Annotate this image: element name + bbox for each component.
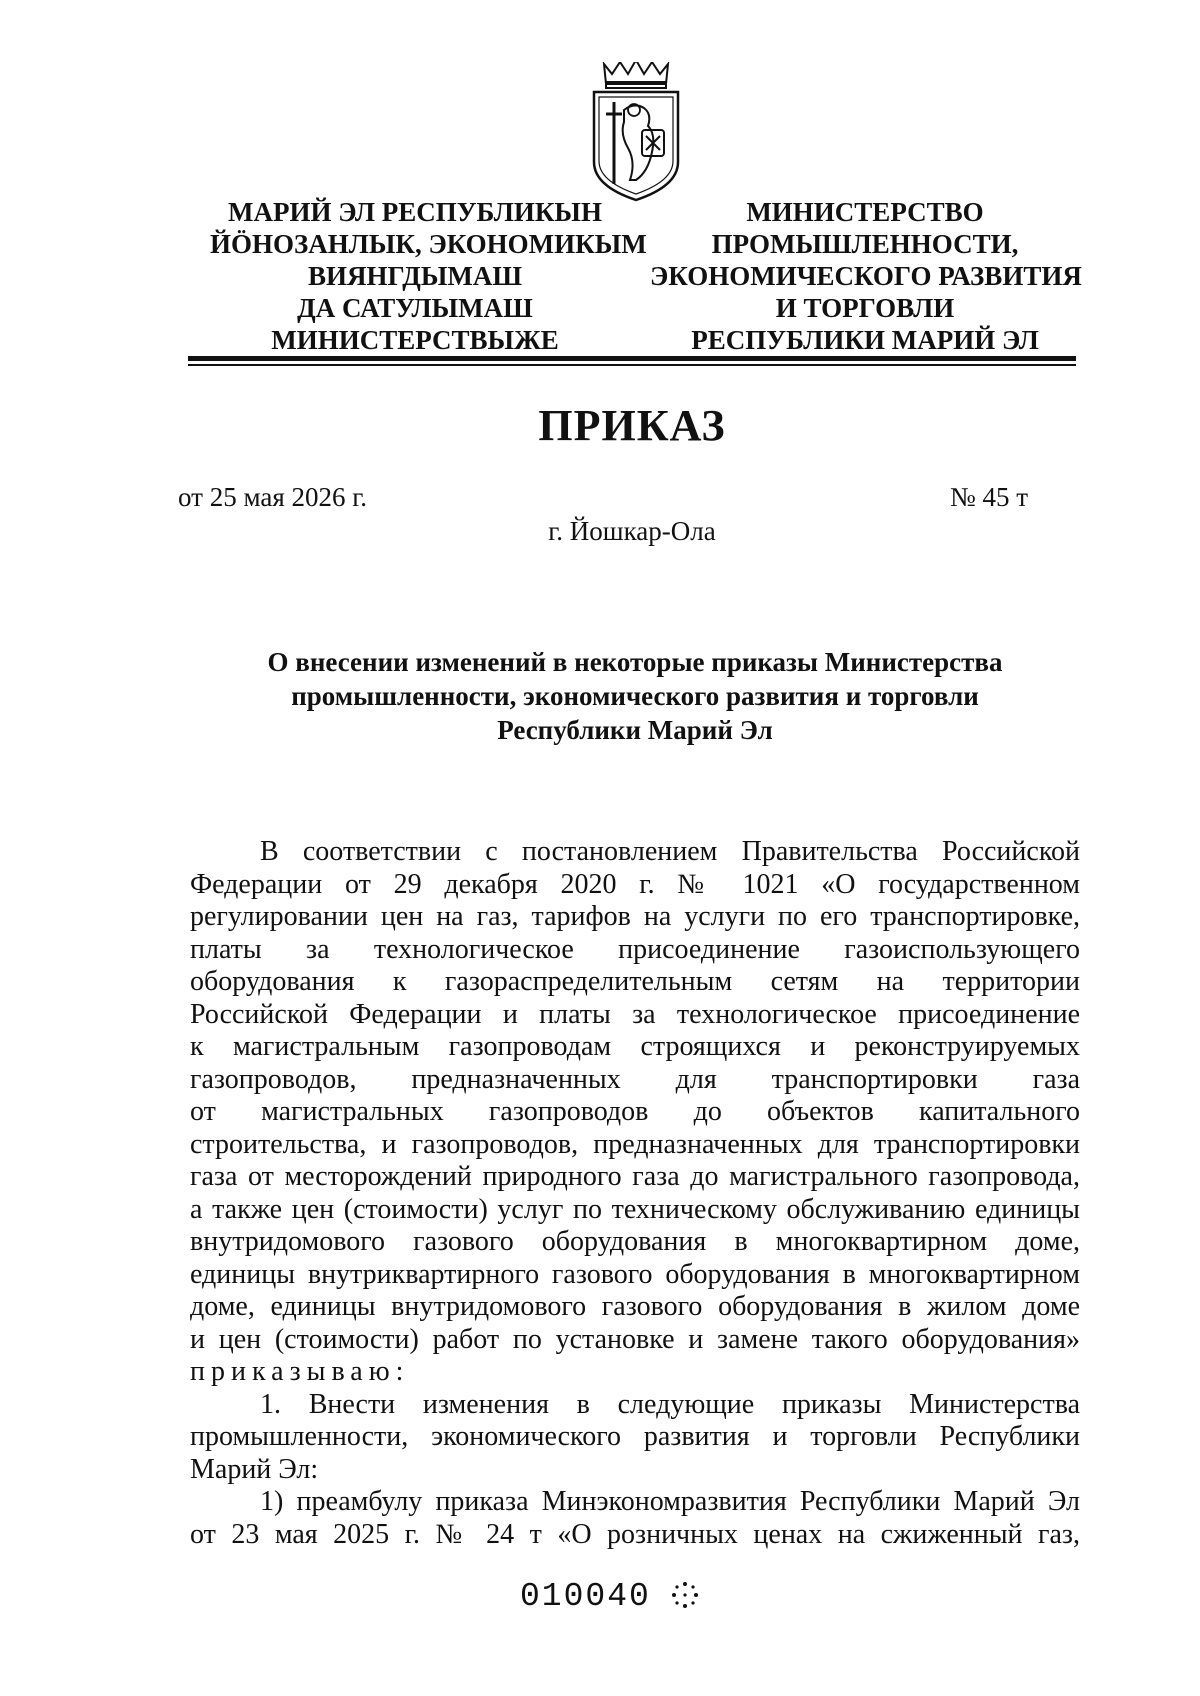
body-line: Федерации от 29 декабря 2020 г. № 1021 «О государственном	[190, 868, 1080, 900]
header-left-line: МИНИСТЕРСТВЫЖЕ	[271, 325, 559, 355]
header-right-line: ЭКОНОМИЧЕСКОГО РАЗВИТИЯ	[650, 261, 1082, 291]
body-line: от магистральных газопроводов до объектов капитального	[190, 1096, 1080, 1127]
header-left-line: МАРИЙ ЭЛ РЕСПУБЛИКЫН	[228, 197, 602, 227]
body-line: и цен (стоимости) работ по установке и замене такого оборудования»	[190, 1323, 1080, 1355]
body-line: газопроводов, предназначенных для транспортировки газа	[190, 1063, 1080, 1095]
body-line: газа от месторождений природного газа до магистрального газопровода,	[190, 1161, 1080, 1192]
ornament-mark-icon	[670, 1580, 700, 1610]
header-left-line: ВИЯНГДЫМАШ	[307, 261, 523, 291]
order-city: г. Йошкар-Ола	[548, 516, 716, 546]
body-line: к магистральным газопроводам строящихся и реконструируемых	[190, 1031, 1080, 1062]
coat-of-arms-icon	[590, 62, 682, 202]
header-right-line: И ТОРГОВЛИ	[775, 293, 955, 323]
order-body	[190, 836, 1080, 1551]
body-line: регулировании цен на газ, тарифов на услуги по его транспортировке,	[190, 901, 1080, 932]
body-line: 1. Внести изменения в следующие приказы Министерства	[260, 1388, 1080, 1420]
order-number: № 45 т	[950, 482, 1029, 512]
body-line: внутридомового газового оборудования в многоквартирном доме,	[190, 1226, 1080, 1257]
header-right-line: ПРОМЫШЛЕННОСТИ,	[711, 229, 1019, 259]
body-line: а также цен (стоимости) услуг по техническому обслуживанию единицы	[190, 1193, 1080, 1225]
header-left-line: ДА САТУЛЫМАШ	[297, 293, 533, 323]
body-line: платы за технологическое присоединение газоиспользующего	[190, 933, 1080, 965]
body-line-decree: приказываю:	[190, 1356, 410, 1387]
body-line: строительства, и газопроводов, предназначенных для транспортировки	[190, 1128, 1080, 1160]
order-title: ПРИКАЗ	[538, 401, 726, 450]
body-line: оборудования к газораспределительным сетям на территории	[190, 966, 1080, 997]
body-line: доме, единицы внутридомового газового оборудования в жилом доме	[190, 1291, 1080, 1322]
body-line: 1) преамбулу приказа Минэкономразвития Республики Марий Эл	[260, 1486, 1080, 1517]
subject-line: промышленности, экономического развития и торговли	[291, 681, 979, 711]
subject-line: О внесении изменений в некоторые приказы Министерства	[267, 647, 1003, 677]
header-left-line: ЙÖНОЗАНЛЫК, ЭКОНОМИКЫМ	[210, 229, 647, 259]
order-subject	[190, 645, 1080, 747]
body-line: от 23 мая 2025 г. № 24 т «О розничных ценах на сжиженный газ,	[190, 1518, 1080, 1550]
header-right-line: МИНИСТЕРСТВО	[746, 197, 984, 227]
header-right-line: РЕСПУБЛИКИ МАРИЙ ЭЛ	[691, 325, 1039, 355]
order-date: от 25 мая 2026 г.	[178, 482, 368, 512]
header-right-block	[650, 196, 1080, 356]
body-line: промышленности, экономического развития и торговли Республики	[190, 1421, 1080, 1452]
serial-number: 010040	[520, 1578, 651, 1615]
body-line: Марий Эл:	[190, 1453, 319, 1485]
header-divider-thin	[188, 364, 1076, 366]
body-line: В соответствии с постановлением Правительства Российской	[260, 836, 1080, 867]
header-divider-thick	[188, 356, 1076, 361]
header-left-block	[210, 196, 647, 356]
subject-line: Республики Марий Эл	[497, 715, 773, 745]
body-line: Российской Федерации и платы за технологическое присоединение	[190, 998, 1080, 1030]
body-line: единицы внутриквартирного газового оборудования в многоквартирном	[190, 1258, 1080, 1290]
